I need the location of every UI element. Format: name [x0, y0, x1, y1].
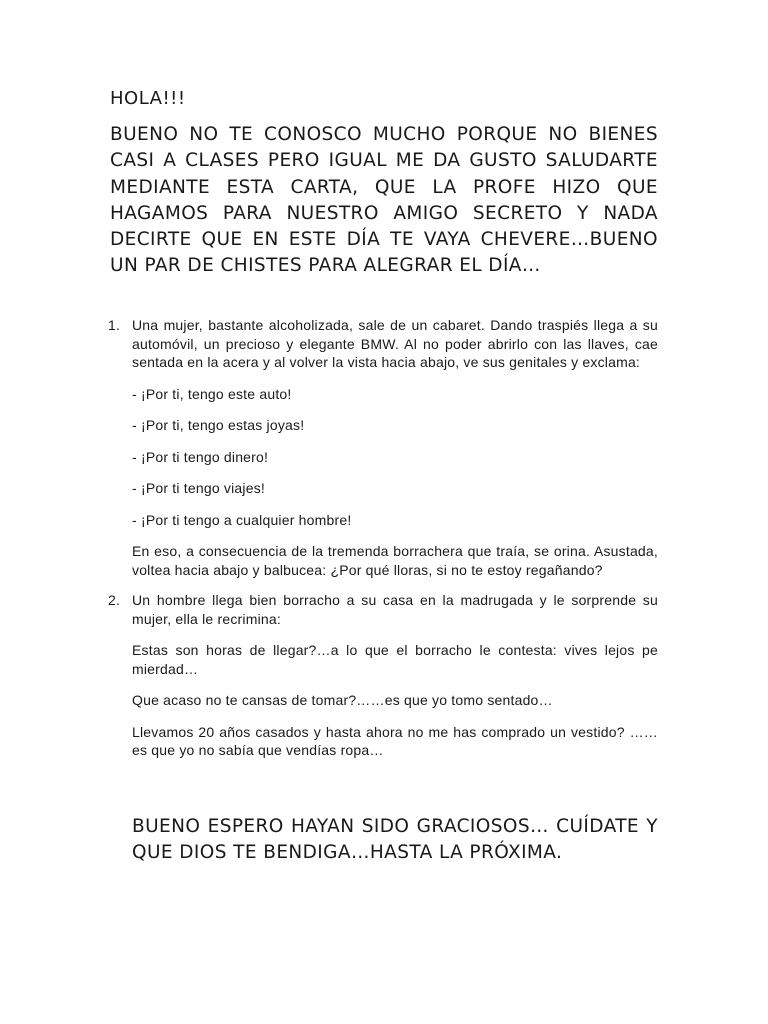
greeting: HOLA!!!: [110, 88, 186, 109]
closing-paragraph: BUENO ESPERO HAYAN SIDO GRACIOSOS… CUÍDATE Y QUE DIOS TE BENDIGA…HASTA LA PRÓXIMA.: [132, 816, 658, 864]
intro-paragraph: BUENO NO TE CONOSCO MUCHO PORQUE NO BIENES CASI A CLASES PERO IGUAL ME DA GUSTO SALUDARTE MEDIANTE ESTA CARTA, QUE LA PROFE HIZO QUE HAGAMOS PARA NUESTRO AMIGO SECRETO Y NADA DECIRTE QUE EN ESTE DÍA TE VAYA CHEVERE…BUENO UN PAR DE CHISTES PARA ALEGRAR EL DÍA…: [110, 124, 658, 277]
joke-paragraph: En eso, a consecuencia de la tremenda borrachera que traía, se orina. Asustada, voltea hacia abajo y balbucea: ¿Por qué lloras, si no te estoy regañando?: [132, 543, 658, 578]
joke-item: [108, 316, 658, 579]
joke-line: - ¡Por ti, tengo estas joyas!: [132, 417, 305, 433]
joke-paragraph: Estas son horas de llegar?…a lo que el borracho le contesta: vives lejos pe mierdad…: [132, 642, 658, 677]
joke-line: - ¡Por ti tengo a cualquier hombre!: [132, 511, 352, 528]
joke-line: - ¡Por ti tengo dinero!: [132, 448, 269, 465]
jokes-list: [108, 316, 658, 760]
joke-line: - ¡Por ti tengo viajes!: [132, 480, 265, 496]
joke-number: 2.: [108, 592, 121, 608]
joke-number: 1.: [108, 317, 121, 333]
joke-paragraph: Una mujer, bastante alcoholizada, sale de un cabaret. Dando traspiés llega a su automóvil, un precioso y elegante BMW. Al no poder abrirlo con las llaves, cae sentada en la acera y al volver la vista hacia abajo, ve sus genitales y exclama:: [132, 317, 658, 370]
joke-paragraph: Que acaso no te cansas de tomar?……es que yo tomo sentado…: [132, 692, 553, 708]
joke-item: [108, 591, 658, 760]
joke-line: - ¡Por ti, tengo este auto!: [132, 385, 292, 402]
joke-paragraph: Llevamos 20 años casados y hasta ahora no me has comprado un vestido? ……es que yo no sabía que vendías ropa…: [132, 723, 658, 758]
joke-paragraph: Un hombre llega bien borracho a su casa en la madrugada y le sorprende su mujer, ella le recrimina:: [132, 592, 658, 627]
